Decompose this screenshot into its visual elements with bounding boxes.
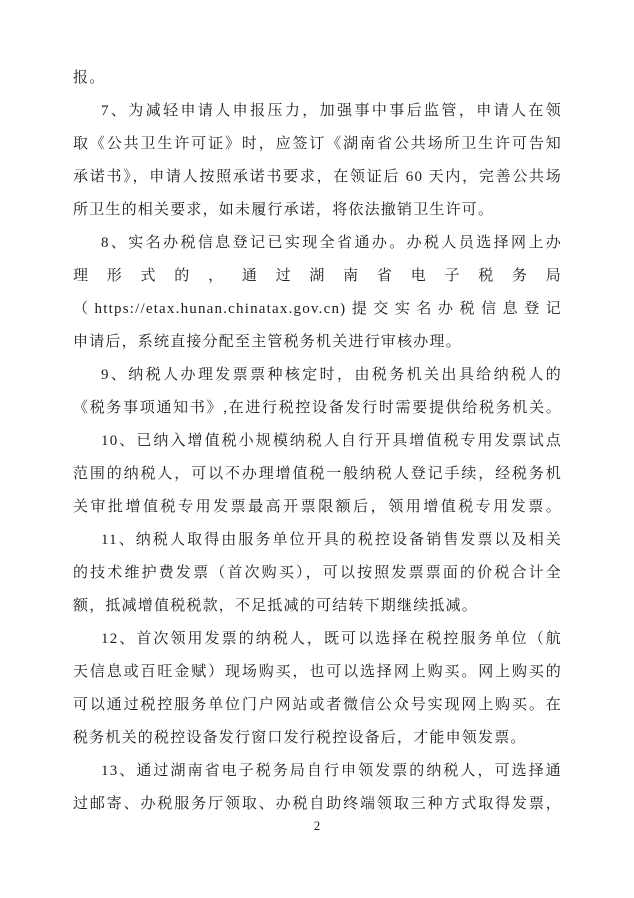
text-line: 报。 [73, 70, 106, 86]
text-line: 申请后，系统直接分配至主管税务机关进行审核办理。 [73, 334, 462, 350]
text-line: 8、实名办税信息登记已实现全省通办。办税人员选择网上办 [101, 235, 562, 251]
text-line: 10、已纳入增值税小规模纳税人自行开具增值税专用发票试点 [101, 433, 562, 449]
text-line: 《税务事项通知书》,在进行税控设备发行时需要提供给税务机关。 [73, 400, 562, 416]
text-line: 关审批增值税专用发票最高开票限额后，领用增值税专用发票。 [73, 499, 562, 515]
text-line: 天信息或百旺金赋）现场购买，也可以选择网上购买。网上购买的 [73, 664, 562, 680]
para-12 [73, 623, 562, 755]
text-line: 税务机关的税控设备发行窗口发行税控设备后，才能申领发票。 [73, 730, 527, 746]
text-line: 范围的纳税人，可以不办理增值税一般纳税人登记手续，经税务机 [73, 466, 562, 482]
text-line: 可以通过税控服务单位门户网站或者微信公众号实现网上购买。在 [73, 697, 562, 713]
text-line: 取《公共卫生许可证》时，应签订《湖南省公共场所卫生许可告知 [73, 136, 562, 152]
text-line: 额，抵减增值税税款，不足抵减的可结转下期继续抵减。 [73, 598, 479, 614]
para-9 [73, 359, 562, 425]
document-body [73, 62, 562, 821]
text-line: 的技术维护费发票（首次购买），可以按照发票票面的价税合计全 [73, 565, 562, 581]
text-line: （https://etax.hunan.chinatax.gov.cn)提交实名办税信息登记 [73, 301, 562, 317]
text-line: 过邮寄、办税服务厅领取、办税自助终端领取三种方式取得发票， [73, 796, 562, 812]
text-line: 9、纳税人办理发票票种核定时，由税务机关出具给纳税人的 [101, 367, 562, 383]
para-11 [73, 524, 562, 623]
para-13 [73, 755, 562, 821]
page-number: 2 [313, 818, 321, 833]
text-line: 理形式的，通过湖南省电子税务局 [73, 268, 562, 284]
text-line: 12、首次领用发票的纳税人，既可以选择在税控服务单位（航 [101, 631, 562, 647]
text-line: 13、通过湖南省电子税务局自行申领发票的纳税人，可选择通 [101, 763, 562, 779]
para-10 [73, 425, 562, 524]
para-7 [73, 95, 562, 227]
text-line: 承诺书》，申请人按照承诺书要求，在领证后 60 天内，完善公共场 [73, 169, 562, 185]
para-continuation [73, 62, 562, 95]
text-line: 7、为减轻申请人申报压力，加强事中事后监管，申请人在领 [101, 103, 562, 119]
text-line: 所卫生的相关要求，如未履行承诺，将依法撤销卫生许可。 [73, 202, 495, 218]
para-8 [73, 227, 562, 359]
text-line: 11、纳税人取得由服务单位开具的税控设备销售发票以及相关 [101, 532, 562, 548]
